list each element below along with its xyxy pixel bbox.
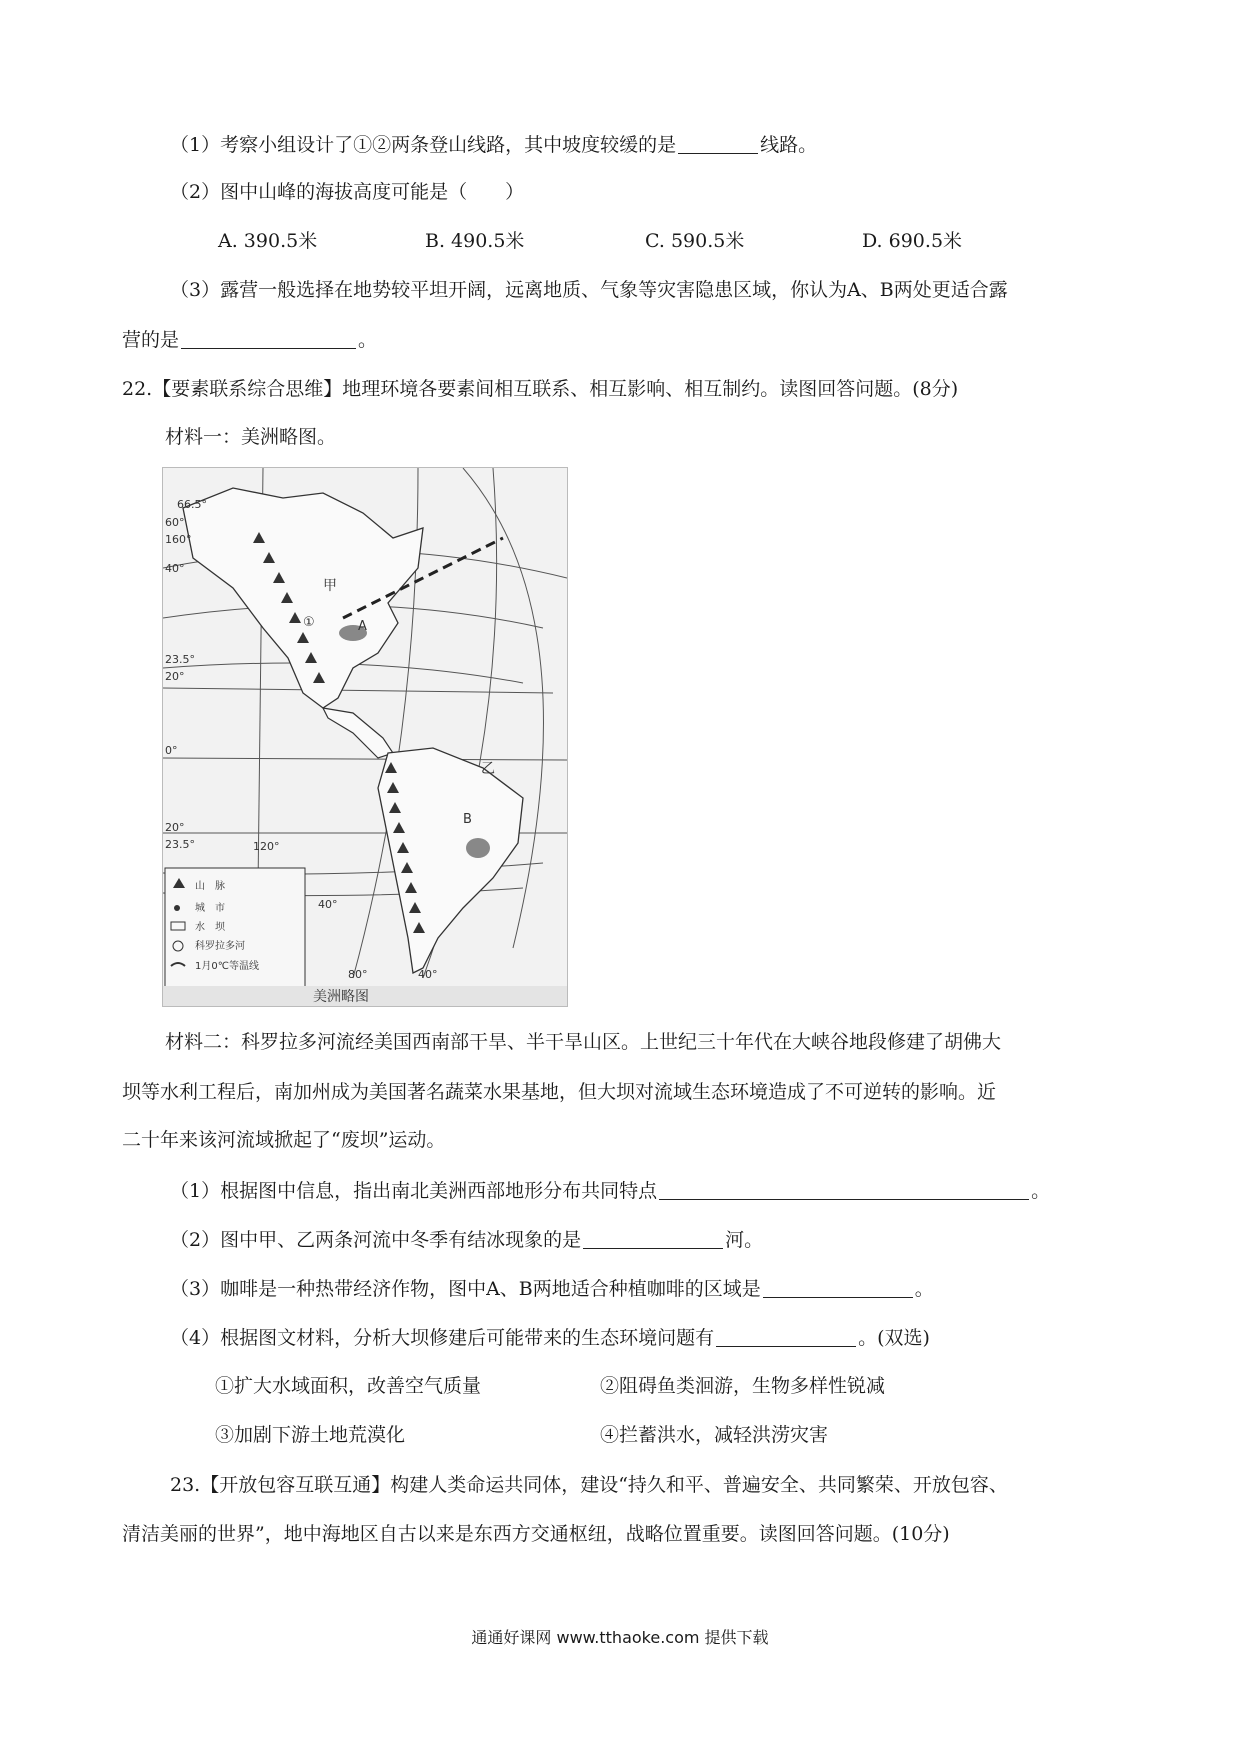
americas-map	[162, 467, 568, 1007]
q21-1	[170, 135, 817, 155]
label-jia: 甲	[323, 578, 337, 594]
legend-label: 科罗拉多河	[195, 941, 245, 952]
q21-3-tail: 。	[358, 329, 378, 351]
legend-label: 山 脉	[195, 881, 225, 892]
q22-2-tail: 河。	[725, 1229, 764, 1251]
q22-2	[170, 1230, 763, 1250]
lon-label: 40°	[418, 968, 438, 981]
q22-4-text: （4）根据图文材料，分析大坝修建后可能带来的生态环境问题有	[170, 1327, 715, 1349]
lon-label: 80°	[348, 968, 368, 981]
q21-2-option-b: B. 490.5米	[425, 230, 525, 252]
q22-3-text: （3）咖啡是一种热带经济作物，图中A、B两地适合种植咖啡的区域是	[170, 1278, 761, 1300]
q22-title: 22.【要素联系综合思维】地理环境各要素间相互联系、相互影响、相互制约。读图回答问题。(8分)	[122, 378, 959, 400]
q22-2-text: （2）图中甲、乙两条河流中冬季有结冰现象的是	[170, 1229, 582, 1251]
legend-label: 1月0℃等温线	[195, 961, 259, 972]
lat-label: 40°	[165, 562, 185, 575]
q22-1-text: （1）根据图中信息，指出南北美洲西部地形分布共同特点	[170, 1180, 658, 1202]
label-one: ①	[303, 615, 315, 630]
q21-2-option-d: D. 690.5米	[862, 230, 963, 252]
q22-material2-line2: 坝等水利工程后，南加州成为美国著名蔬菜水果基地，但大坝对流域生态环境造成了不可逆转的影响。近	[122, 1081, 997, 1103]
q22-material1: 材料一：美洲略图。	[165, 426, 337, 448]
lat-label: 60°	[165, 516, 185, 529]
lon-label: 120°	[253, 840, 280, 853]
q21-2-option-a: A. 390.5米	[218, 230, 318, 252]
q22-material2-line3: 二十年来该河流域掀起了“废坝”运动。	[122, 1129, 446, 1151]
q22-4-choice-3: ③加剧下游土地荒漠化	[215, 1424, 406, 1446]
q21-3-line2	[122, 330, 377, 350]
q22-4	[170, 1328, 930, 1348]
q23-line1: 23.【开放包容互联互通】构建人类命运共同体，建设“持久和平、普遍安全、共同繁荣、开放包容、	[170, 1474, 1008, 1496]
q22-4-blank	[716, 1328, 856, 1347]
lat-label: 66.5°	[177, 498, 207, 511]
q22-3-blank	[763, 1279, 913, 1298]
map-caption: 美洲略图	[313, 989, 369, 1005]
q21-3-blank	[181, 330, 356, 349]
q21-3-line1: （3）露营一般选择在地势较平坦开阔，远离地质、气象等灾害隐患区域，你认为A、B两处更适合露	[170, 279, 1008, 301]
q22-3-tail: 。	[914, 1278, 934, 1300]
q22-4-choice-2: ②阻碍鱼类洄游，生物多样性锐减	[600, 1375, 886, 1397]
legend-label: 城 市	[195, 903, 225, 914]
q21-3-text: 营的是	[122, 329, 180, 351]
q21-1-blank	[678, 135, 758, 154]
page-footer: 通通好课网 www.tthaoke.com 提供下载	[471, 1628, 769, 1647]
label-b: B	[463, 812, 472, 827]
q22-1-tail: 。	[1031, 1180, 1051, 1202]
map-legend	[165, 868, 305, 988]
lat-label: 20°	[165, 821, 185, 834]
label-yi: 乙	[481, 761, 495, 777]
lat-label: 23.5°	[165, 838, 195, 851]
q21-2: （2）图中山峰的海拔高度可能是（ ）	[170, 181, 525, 203]
q22-1	[170, 1181, 1050, 1201]
lat-label: 23.5°	[165, 653, 195, 666]
lat-label: 0°	[165, 744, 178, 757]
q22-4-choice-4: ④拦蓄洪水，减轻洪涝灾害	[600, 1424, 829, 1446]
q21-1-tail: 线路。	[760, 134, 818, 156]
label-a: A	[358, 619, 367, 634]
q22-2-blank	[583, 1230, 723, 1249]
lon-label: 40°	[318, 898, 338, 911]
q22-4-tail: 。(双选)	[858, 1327, 930, 1349]
q22-4-choice-1: ①扩大水域面积，改善空气质量	[215, 1375, 482, 1397]
q22-3	[170, 1279, 934, 1299]
q21-2-option-c: C. 590.5米	[645, 230, 745, 252]
q22-material2-line1: 材料二：科罗拉多河流经美国西南部干旱、半干旱山区。上世纪三十年代在大峡谷地段修建了胡佛大	[165, 1031, 1002, 1053]
city-icon	[174, 905, 180, 911]
q21-1-text: （1）考察小组设计了①②两条登山线路，其中坡度较缓的是	[170, 134, 677, 156]
legend-label: 水 坝	[195, 922, 225, 933]
q23-line2: 清洁美丽的世界”，地中海地区自古以来是东西方交通枢纽，战略位置重要。读图回答问题。(10分)	[122, 1523, 950, 1545]
lat-label: 20°	[165, 670, 185, 683]
lon-label: 160°	[165, 533, 192, 546]
q22-1-blank	[659, 1181, 1029, 1200]
americas-map-svg	[163, 468, 567, 1006]
